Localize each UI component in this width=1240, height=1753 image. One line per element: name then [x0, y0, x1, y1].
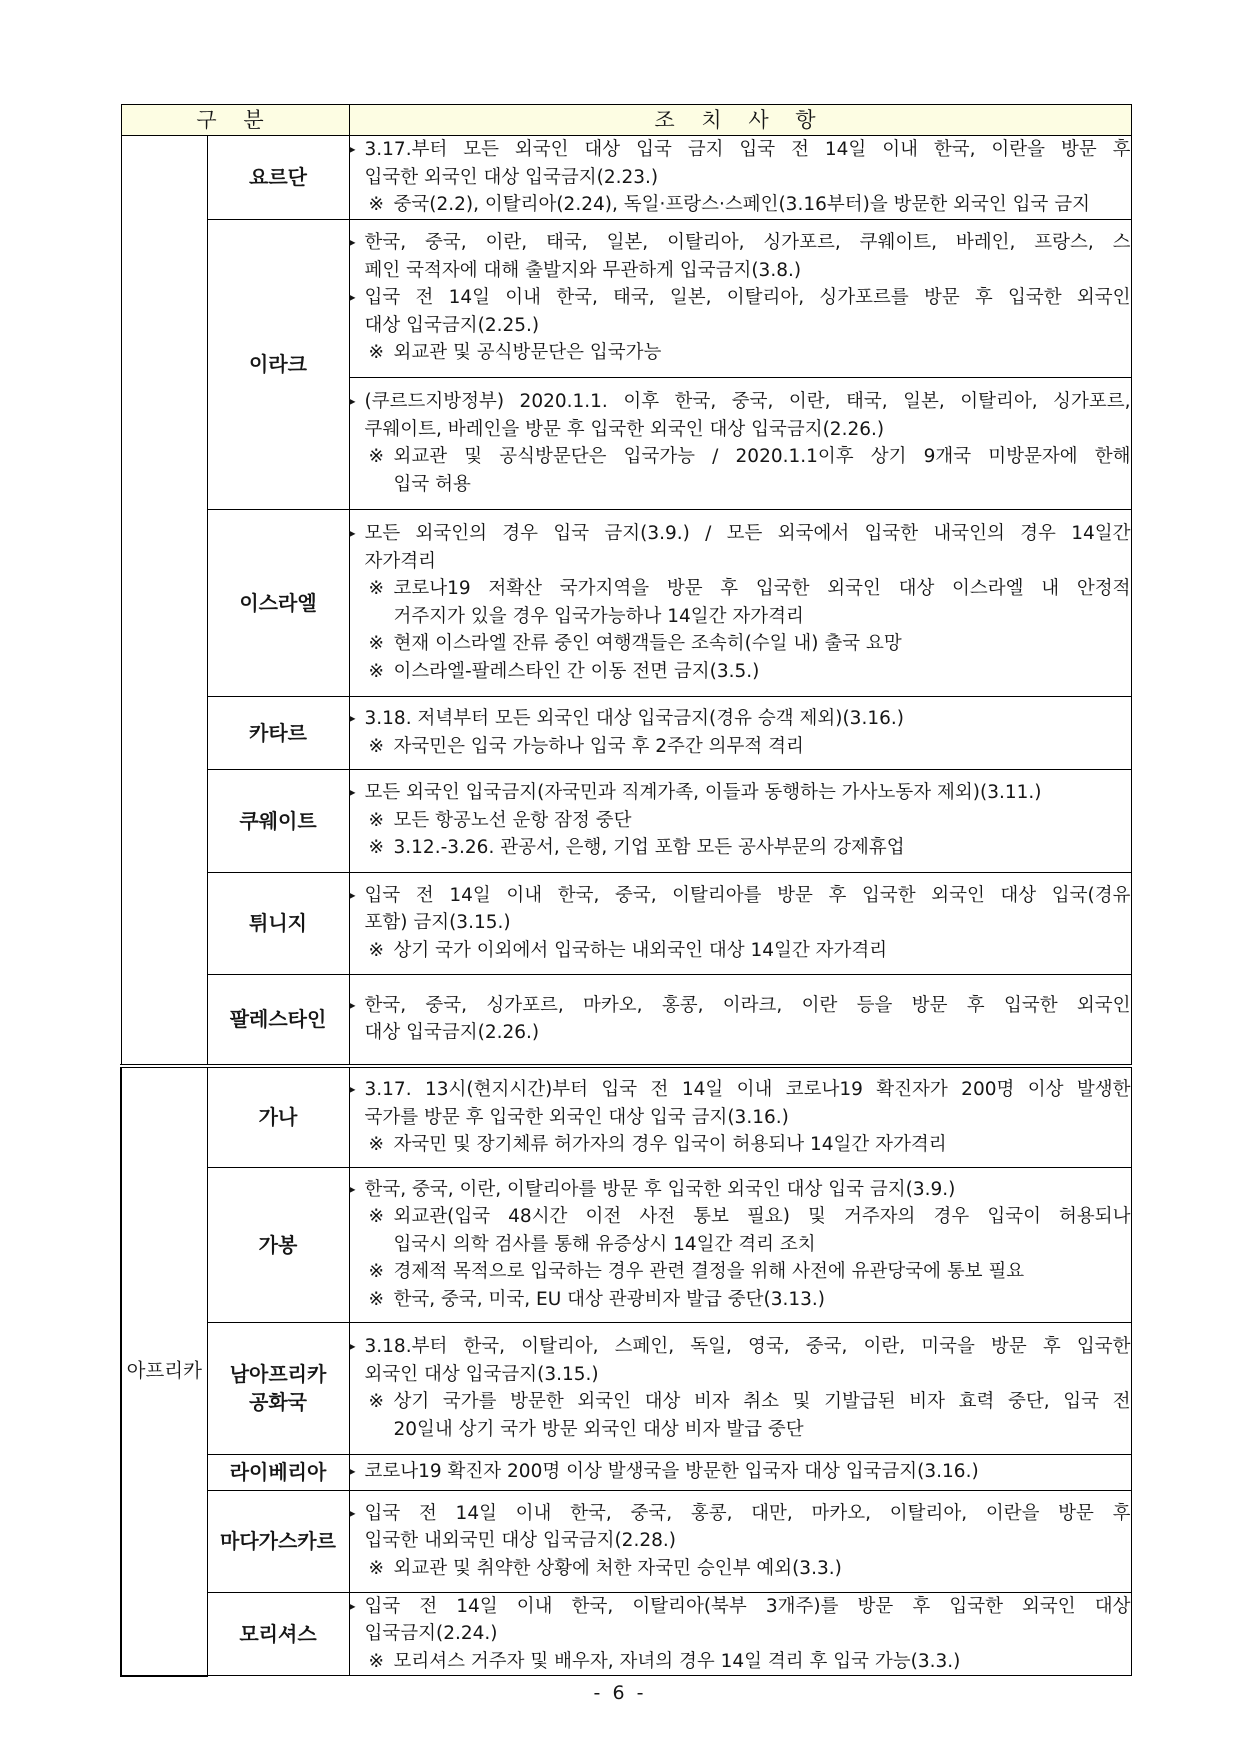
item-text [365, 229, 1131, 284]
item-text [394, 1131, 1131, 1159]
text-line: 이스라엘-팔레스타인 간 이동 전면 금지(3.5.) [393, 660, 760, 682]
text-line: 페인 국적자에 대해 출발지와 무관하게 입국금지(3.8.) [364, 259, 802, 281]
note-item [350, 339, 1131, 367]
text-line: 경제적 목적으로 입국하는 경우 관련 결정을 위해 사전에 유관당국에 통보 필요 [393, 1261, 1025, 1283]
bullet-item [350, 388, 1131, 443]
bullet-mark: ▸ [349, 1598, 356, 1613]
bullet-item [350, 1076, 1131, 1131]
text-line: 상기 국가를 방문한 외국인 대상 비자 취소 및 기발급된 비자 효력 중단, 입국 전 [393, 1391, 1131, 1412]
item-text [394, 1555, 1131, 1583]
reference-mark: ※ [368, 194, 385, 215]
text-line: 모든 외국인의 경우 입국 금지(3.9.) / 모든 외국에서 입국한 내국인의 경우 14일간 [364, 523, 1131, 544]
measures-cell [349, 1490, 1131, 1592]
text-line: 코로나19 확진자 200명 이상 발생국을 방문한 입국자 대상 입국금지(3.16.) [364, 1461, 979, 1483]
item-text [394, 1203, 1131, 1258]
country-name: 팔레스타인 [207, 974, 349, 1066]
note-item [350, 834, 1131, 862]
country-name: 이스라엘 [207, 509, 349, 696]
item-text [394, 1388, 1131, 1443]
page-number: - 6 - [593, 1682, 647, 1704]
item-text [365, 1500, 1131, 1555]
note-item [350, 1258, 1131, 1286]
item-text [394, 575, 1131, 630]
text-line: 쿠웨이트, 바레인을 방문 후 입국한 외국인 대상 입국금지(2.26.) [364, 418, 885, 440]
bullet-mark: ▸ [349, 997, 356, 1012]
text-line: 거주지가 있을 경우 입국가능하나 14일간 자가격리 [393, 605, 804, 627]
country-name: 카타르 [207, 696, 349, 769]
item-text [394, 733, 1131, 761]
item-text [365, 882, 1131, 937]
bullet-item [350, 284, 1131, 339]
bullet-mark: ▸ [349, 711, 356, 725]
table-body [121, 136, 1131, 1676]
country-name: 튀니지 [207, 872, 349, 974]
bullet-mark: ▸ [349, 887, 356, 902]
text-line: 자가격리 [364, 550, 436, 572]
text-line: 입국시 의학 검사를 통해 유증상시 14일간 격리 조치 [393, 1233, 816, 1255]
bullet-item [350, 1176, 1131, 1204]
text-line: 대상 입국금지(2.25.) [364, 314, 540, 336]
text-line: 입국한 내외국민 대상 입국금지(2.28.) [364, 1530, 676, 1552]
item-text [394, 191, 1131, 219]
table-row [121, 974, 1131, 1066]
reference-mark: ※ [368, 1288, 385, 1310]
text-line: 입국 전 14일 이내 한국, 이탈리아(북부 3개주)를 방문 후 입국한 외국인 대상 [364, 1595, 1131, 1617]
reference-mark: ※ [368, 342, 385, 364]
item-text [365, 705, 1131, 733]
note-item [350, 1131, 1131, 1159]
text-line: 포함) 금지(3.15.) [364, 912, 511, 934]
item-text [394, 807, 1131, 835]
item-text [394, 1286, 1131, 1314]
table-row [121, 769, 1131, 872]
text-line: 입국 전 14일 이내 한국, 중국, 홍콩, 대만, 마카오, 이탈리아, 이란을 방문 후 [364, 1502, 1131, 1524]
note-item [350, 1388, 1131, 1443]
item-text [394, 1648, 1131, 1676]
note-item [350, 575, 1131, 630]
reference-mark: ※ [368, 735, 385, 757]
note-item [350, 658, 1131, 686]
text-line: 한국, 중국, 미국, EU 대상 관광비자 발급 중단(3.13.) [393, 1288, 825, 1310]
bullet-mark: ▸ [349, 1181, 356, 1196]
note-item [350, 1286, 1131, 1314]
reference-mark: ※ [368, 1391, 385, 1412]
measures-cell [349, 1167, 1131, 1322]
text-line: 외교관 및 취약한 상황에 처한 자국민 승인부 예외(3.3.) [393, 1557, 842, 1579]
text-line: 외교관(입국 48시간 이전 사전 통보 필요) 및 거주자의 경우 입국이 허용되나 [393, 1206, 1131, 1228]
reference-mark: ※ [368, 809, 385, 831]
text-line: 모든 외국인 입국금지(자국민과 직계가족, 이들과 동행하는 가사노동자 제외)(3.11.) [364, 782, 1042, 804]
note-item [350, 1555, 1131, 1583]
text-line: 한국, 중국, 싱가포르, 마카오, 홍콩, 이라크, 이란 등을 방문 후 입국한 외국인 [364, 994, 1131, 1016]
text-line: 상기 국가 이외에서 입국하는 내외국인 대상 14일간 자가격리 [393, 939, 888, 961]
text-line: 대상 입국금지(2.26.) [364, 1022, 540, 1044]
text-line: 자국민은 입국 가능하나 입국 후 2주간 의무적 격리 [393, 735, 804, 757]
measures-cell [349, 219, 1131, 377]
region-cell [121, 136, 207, 1067]
country-name: 요르단 [207, 136, 349, 220]
item-text [365, 1458, 1131, 1486]
country-name: 모리셔스 [207, 1592, 349, 1676]
table-row [121, 1066, 1131, 1167]
table-row [121, 1322, 1131, 1454]
item-text [365, 779, 1131, 807]
item-text [365, 1333, 1131, 1388]
text-line: 자국민 및 장기체류 허가자의 경우 입국이 허용되나 14일간 자가격리 [393, 1134, 947, 1155]
reference-mark: ※ [368, 1557, 385, 1579]
note-item [350, 733, 1131, 761]
text-line: 외국인 대상 입국금지(3.15.) [364, 1363, 599, 1385]
table-row [121, 872, 1131, 974]
reference-mark: ※ [368, 446, 385, 467]
item-text [394, 339, 1131, 367]
reference-mark: ※ [368, 633, 385, 654]
item-text [365, 136, 1131, 191]
text-line: (쿠르드지방정부) 2020.1.1. 이후 한국, 중국, 이란, 태국, 일본, 이탈리아, 싱가포르, [364, 391, 1131, 412]
note-item [350, 191, 1131, 219]
table-row [121, 696, 1131, 769]
text-line: 입국한 외국인 대상 입국금지(2.23.) [364, 166, 659, 188]
country-name: 가봉 [207, 1167, 349, 1322]
reference-mark: ※ [368, 660, 385, 682]
header-measures: 조 치 사 항 [349, 105, 1131, 136]
bullet-mark: ▸ [349, 235, 356, 250]
text-line: 입국 허용 [393, 473, 471, 495]
bullet-mark: ▸ [349, 394, 356, 408]
table-row [121, 509, 1131, 696]
country-name: 쿠웨이트 [207, 769, 349, 872]
bullet-mark: ▸ [349, 142, 356, 156]
bullet-item [350, 882, 1131, 937]
text-line: 모든 항공노선 운항 잠정 중단 [393, 809, 632, 831]
measures-cell [349, 509, 1131, 696]
item-text [394, 1258, 1131, 1286]
bullet-item [350, 705, 1131, 733]
reference-mark: ※ [368, 578, 385, 599]
note-item [350, 937, 1131, 965]
bullet-item [350, 1593, 1131, 1648]
region-cell: 아프리카 [121, 1066, 207, 1676]
table-header [121, 105, 1131, 136]
header-category: 구 분 [121, 105, 349, 136]
item-text [394, 937, 1131, 965]
note-item [350, 443, 1131, 498]
header-row [121, 105, 1131, 136]
country-name: 이라크 [207, 219, 349, 509]
item-text [365, 1076, 1131, 1131]
table-row [121, 219, 1131, 377]
text-line: 3.18. 저녁부터 모든 외국인 대상 입국금지(경유 승객 제외)(3.16.) [364, 708, 904, 729]
text-line: 한국, 중국, 이란, 이탈리아를 방문 후 입국한 외국인 대상 입국 금지(3.9.) [364, 1178, 956, 1200]
text-line: 입국금지(2.24.) [364, 1623, 498, 1644]
bullet-item [350, 520, 1131, 575]
reference-mark: ※ [368, 837, 385, 859]
measures-cell [349, 136, 1131, 220]
bullet-mark: ▸ [349, 1339, 356, 1353]
text-line: 3.12.-3.26. 관공서, 은행, 기업 포함 모든 공사부문의 강제휴업 [393, 837, 905, 859]
bullet-mark: ▸ [349, 1505, 356, 1520]
text-line: 20일내 상기 국가 방문 외국인 대상 비자 발급 중단 [393, 1418, 804, 1440]
text-line: 3.18.부터 한국, 이탈리아, 스페인, 독일, 영국, 중국, 이란, 미국을 방문 후 입국한 [364, 1336, 1131, 1357]
text-line: 코로나19 저확산 국가지역을 방문 후 입국한 외국인 대상 이스라엘 내 안정적 [393, 578, 1131, 599]
text-line: 외교관 및 공식방문단은 입국가능 [393, 342, 662, 364]
measures-cell [349, 872, 1131, 974]
country-name: 남아프리카 공화국 [207, 1322, 349, 1454]
item-text [365, 284, 1131, 339]
measures-cell [349, 1066, 1131, 1167]
measures-cell [349, 1322, 1131, 1454]
text-line: 현재 이스라엘 잔류 중인 여행객들은 조속히(수일 내) 출국 요망 [393, 633, 902, 654]
text-line: 모리셔스 거주자 및 배우자, 자녀의 경우 14일 격리 후 입국 가능(3.3.) [393, 1650, 961, 1672]
table-row [121, 1490, 1131, 1592]
bullet-item [350, 779, 1131, 807]
country-name: 라이베리아 [207, 1454, 349, 1490]
table-row [121, 1167, 1131, 1322]
item-text [365, 1593, 1131, 1648]
bullet-mark: ▸ [349, 290, 356, 305]
text-line: 3.17.부터 모든 외국인 대상 입국 금지 입국 전 14일 이내 한국, 이란을 방문 후 [364, 139, 1131, 160]
bullet-mark: ▸ [349, 785, 356, 800]
bullet-mark: ▸ [349, 1082, 356, 1096]
reference-mark: ※ [368, 1206, 385, 1228]
reference-mark: ※ [368, 1134, 385, 1155]
bullet-item [350, 136, 1131, 191]
country-name: 가나 [207, 1066, 349, 1167]
note-item [350, 630, 1131, 658]
text-line: 3.17. 13시(현지시간)부터 입국 전 14일 이내 코로나19 확진자가 200명 이상 발생한 [364, 1079, 1131, 1100]
bullet-item [350, 1458, 1131, 1486]
bullet-item [350, 1333, 1131, 1388]
text-line: 입국 전 14일 이내 한국, 태국, 일본, 이탈리아, 싱가포르를 방문 후 입국한 외국인 [364, 287, 1131, 309]
measures-cell [349, 769, 1131, 872]
item-text [365, 992, 1131, 1047]
reference-mark: ※ [368, 1650, 385, 1672]
text-line: 입국 전 14일 이내 한국, 중국, 이탈리아를 방문 후 입국한 외국인 대상 입국(경유 [364, 884, 1131, 906]
item-text [365, 520, 1131, 575]
text-line: 중국(2.2), 이탈리아(2.24), 독일·프랑스·스페인(3.16부터)을 방문한 외국인 입국 금지 [393, 194, 1090, 215]
country-name: 마다가스카르 [207, 1490, 349, 1592]
reference-mark: ※ [368, 1261, 385, 1283]
bullet-mark: ▸ [349, 1464, 356, 1479]
note-item [350, 1203, 1131, 1258]
note-item [350, 807, 1131, 835]
item-text [394, 658, 1131, 686]
table-row [121, 1592, 1131, 1676]
bullet-item [350, 992, 1131, 1047]
bullet-mark: ▸ [349, 526, 356, 540]
measures-cell [349, 974, 1131, 1066]
measures-cell [349, 1454, 1131, 1490]
text-line: 국가를 방문 후 입국한 외국인 대상 입국 금지(3.16.) [364, 1106, 789, 1128]
measures-cell [349, 377, 1131, 509]
table-row [121, 1454, 1131, 1490]
measures-cell [349, 1592, 1131, 1676]
text-line: 외교관 및 공식방문단은 입국가능 / 2020.1.1이후 상기 9개국 미방문자에 한해 [393, 446, 1131, 467]
item-text [365, 388, 1131, 443]
item-text [394, 834, 1131, 862]
table-row [121, 136, 1131, 220]
item-text [394, 630, 1131, 658]
bullet-item [350, 1500, 1131, 1555]
entry-restriction-table [120, 104, 1132, 1677]
item-text [365, 1176, 1131, 1204]
measures-cell [349, 696, 1131, 769]
reference-mark: ※ [368, 939, 385, 961]
bullet-item [350, 229, 1131, 284]
note-item [350, 1648, 1131, 1676]
item-text [394, 443, 1131, 498]
text-line: 한국, 중국, 이란, 태국, 일본, 이탈리아, 싱가포르, 쿠웨이트, 바레인, 프랑스, 스 [364, 232, 1131, 254]
